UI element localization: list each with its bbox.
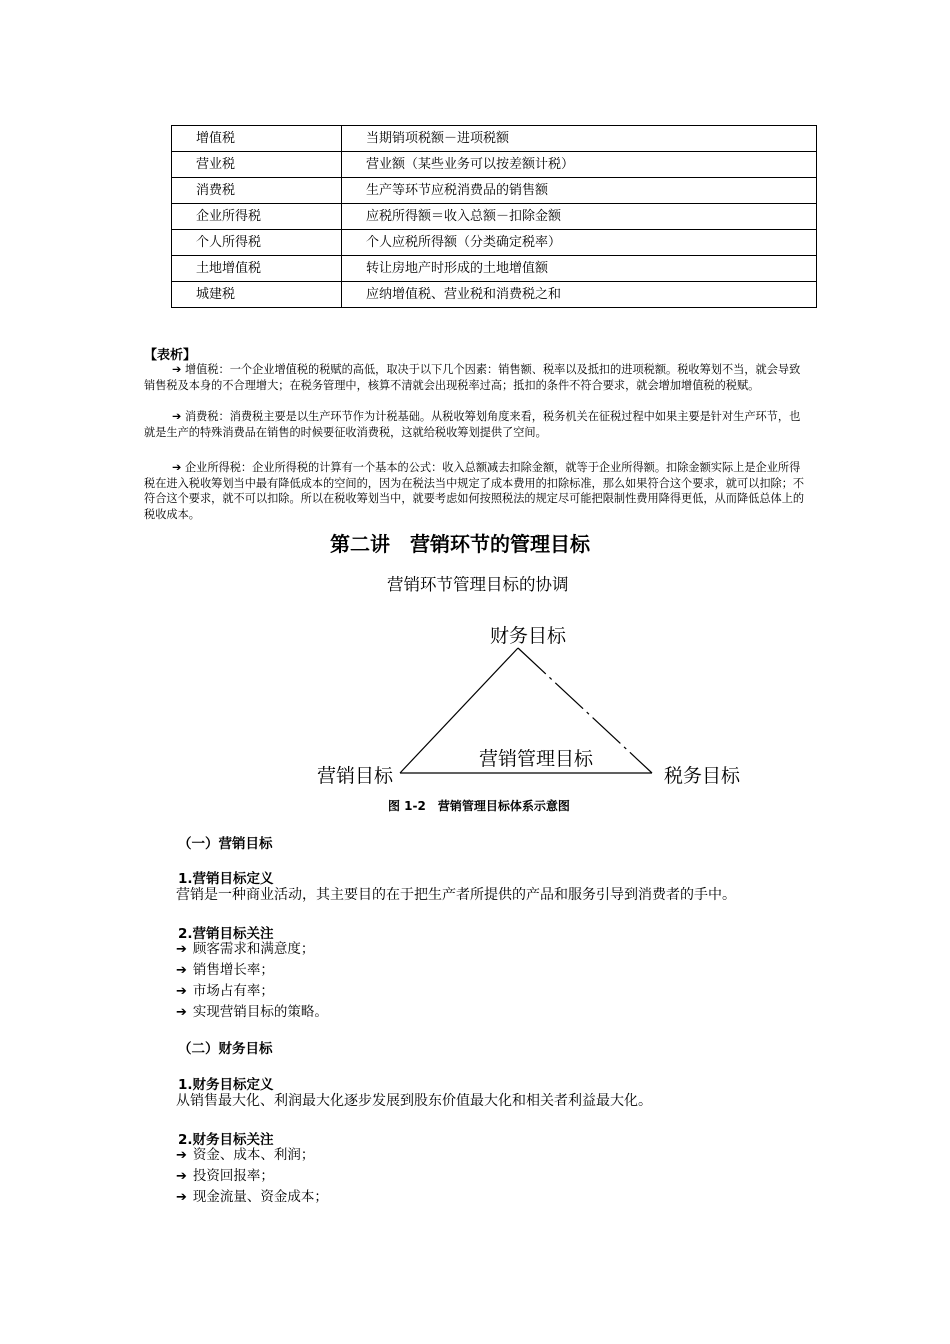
tax-basis-cell: 营业额（某些业务可以按差额计税） <box>342 152 817 178</box>
arrow-icon: ➔ <box>176 1190 187 1205</box>
arrow-icon: ➔ <box>176 963 187 978</box>
finance-definition-title: 1.财务目标定义 <box>178 1077 274 1093</box>
arrow-icon: ➔ <box>176 984 187 999</box>
tax-basis-cell: 应税所得额＝收入总额－扣除金额 <box>342 204 817 230</box>
lecture-title: 第二讲 营销环节的管理目标 <box>330 532 590 556</box>
list-item: ➔ 实现营销目标的策略。 <box>176 1004 328 1020</box>
finance-goal-node: 财务目标 <box>489 625 567 647</box>
tax-basis-cell: 应纳增值税、营业税和消费税之和 <box>342 282 817 308</box>
list-item: ➔ 投资回报率； <box>176 1168 274 1184</box>
tax-basis-cell: 转让房地产时形成的土地增值额 <box>342 256 817 282</box>
marketing-definition-text: 营销是一种商业活动，其主要目的在于把生产者所提供的产品和服务引导到消费者的手中。 <box>176 887 736 903</box>
marketing-management-goal-label: 营销管理目标 <box>478 748 594 770</box>
list-item: ➔ 现金流量、资金成本； <box>176 1189 328 1205</box>
finance-focus-title: 2.财务目标关注 <box>178 1132 274 1148</box>
tax-name-cell: 企业所得税 <box>172 204 342 230</box>
analysis-text: 企业所得税：企业所得税的计算有一个基本的公式：收入总额减去扣除金额，就等于企业所得额。扣除金额实际上是企业所得税在进入税收筹划当中最有降低成本的空间的，因为在税法当中规定了成本费用的扣除标准，那么如果符合这个要求，就可以扣除；不符合这个要求，就不可以扣除。所以在税收筹划当中，就要考虑如何按照税法的规定尽可能把限制性费用降得更低，从而降低总体上的税收成本。 <box>144 461 805 521</box>
tax-name-cell: 土地增值税 <box>172 256 342 282</box>
marketing-goal-node: 营销目标 <box>316 765 394 787</box>
finance-focus-list <box>176 1145 328 1208</box>
arrow-icon: ➔ <box>176 942 187 957</box>
tax-basis-cell: 个人应税所得额（分类确定税率） <box>342 230 817 256</box>
finance-definition-text: 从销售最大化、利润最大化逐步发展到股东价值最大化和相关者利益最大化。 <box>176 1093 652 1109</box>
list-item: ➔ 销售增长率； <box>176 962 274 978</box>
list-item: ➔ 市场占有率； <box>176 983 274 999</box>
tax-name-cell: 消费税 <box>172 178 342 204</box>
tax-name-cell: 城建税 <box>172 282 342 308</box>
tax-name-cell: 增值税 <box>172 126 342 152</box>
arrow-icon: ➔ <box>176 1169 187 1184</box>
list-item: ➔ 顾客需求和满意度； <box>176 941 315 957</box>
analysis-text: 增值税：一个企业增值税的税赋的高低，取决于以下几个因素：销售额、税率以及抵扣的进项税额。税收筹划不当，就会导致销售税及本身的不合理增大；在税务管理中，核算不清就会出现税率过高；抵扣的条件不符合要求，就会增加增值税的税赋。 <box>144 363 801 392</box>
arrow-icon: ➔ <box>172 410 182 423</box>
arrow-icon: ➔ <box>176 1005 187 1020</box>
analysis-heading: 【表析】 <box>144 348 197 363</box>
tax-basis-cell: 当期销项税额－进项税额 <box>342 126 817 152</box>
diagram-title: 营销环节管理目标的协调 <box>387 575 569 594</box>
tax-name-cell: 营业税 <box>172 152 342 178</box>
section-heading-finance: （二）财务目标 <box>178 1041 273 1057</box>
arrow-icon: ➔ <box>176 1148 187 1163</box>
marketing-focus-list <box>176 939 328 1023</box>
marketing-definition-title: 1.营销目标定义 <box>178 871 274 887</box>
figure-caption: 图 1-2 营销管理目标体系示意图 <box>388 799 570 813</box>
list-item: ➔ 资金、成本、利润； <box>176 1147 315 1163</box>
arrow-icon: ➔ <box>172 461 182 474</box>
section-heading-marketing: （一）营销目标 <box>178 836 273 852</box>
marketing-focus-title: 2.营销目标关注 <box>178 926 274 942</box>
tax-name-cell: 个人所得税 <box>172 230 342 256</box>
tax-goal-node: 税务目标 <box>663 765 741 787</box>
arrow-icon: ➔ <box>172 363 182 376</box>
tax-basis-cell: 生产等环节应税消费品的销售额 <box>342 178 817 204</box>
analysis-text: 消费税：消费税主要是以生产环节作为计税基础。从税收筹划角度来看，税务机关在征税过程中如果主要是针对生产环节，也就是生产的特殊消费品在销售的时候要征收消费税，这就给税收筹划提供了空间。 <box>144 410 801 439</box>
